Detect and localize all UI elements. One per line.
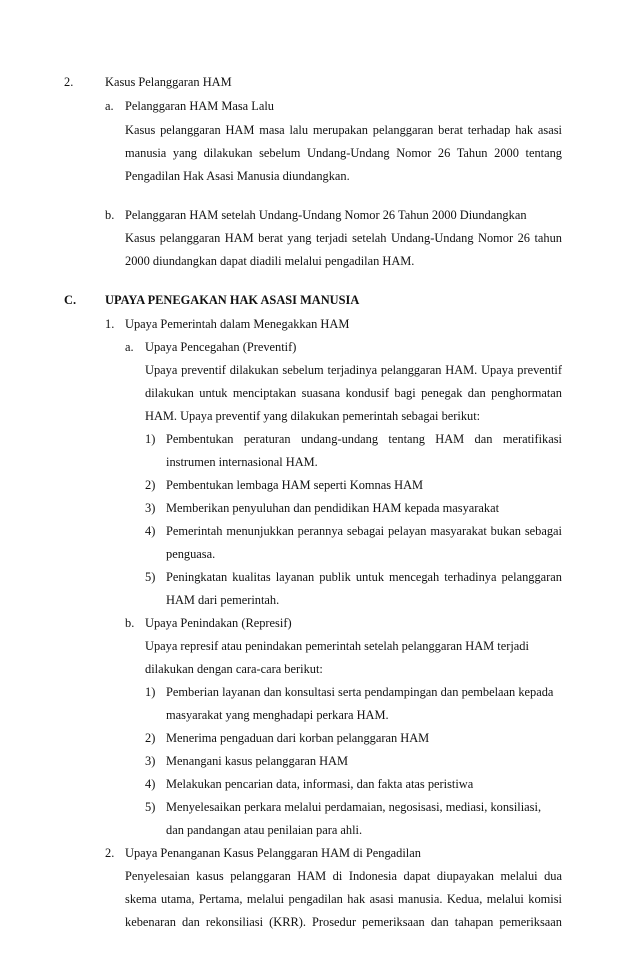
paragraph-line: Upaya represif atau penindakan pemerintah setelah pelanggaran HAM terjadi (145, 639, 529, 653)
paragraph-line: dilakukan untuk menciptakan suasana kondusif bagi penegak dan penghormatan (145, 386, 562, 400)
list-item-label: 3) (145, 754, 156, 768)
list-item-text: Pemerintah menunjukkan perannya sebagai pelayan masyarakat bukan sebagai (166, 524, 562, 538)
subsection-title: Upaya Pencegahan (Preventif) (145, 340, 297, 354)
paragraph-line: dilakukan dengan cara-cara berikut: (145, 662, 323, 676)
list-item-text: instrumen internasional HAM. (166, 455, 318, 469)
list-item-text: Pemberian layanan dan konsultasi serta pendampingan dan pembelaan kepada (166, 685, 554, 699)
list-item-label: 2) (145, 731, 156, 745)
paragraph-line: Pengadilan Hak Asasi Manusia diundangkan. (125, 169, 350, 183)
item-label: 2. (105, 846, 115, 860)
list-item-label: 4) (145, 777, 156, 791)
list-item-text: Pembentukan peraturan undang-undang tentang HAM dan meratifikasi (166, 432, 562, 446)
paragraph-line: kebenaran dan rekonsiliasi (KRR). Prosedur pemeriksaan dan tahapan pemeriksaan (125, 915, 562, 929)
list-item-text: Menerima pengaduan dari korban pelanggaran HAM (166, 731, 430, 745)
paragraph-line: 2000 diundangkan dapat diadili melalui pengadilan HAM. (125, 254, 415, 268)
list-item-label: 2) (145, 478, 156, 492)
list-item-text: Memberikan penyuluhan dan pendidikan HAM kepada masyarakat (166, 501, 500, 515)
paragraph-line: Upaya preventif dilakukan sebelum terjadinya pelanggaran HAM. Upaya preventif (145, 363, 562, 377)
list-item-text: dan pandangan atau penilaian para ahli. (166, 823, 363, 837)
paragraph-line: HAM. Upaya preventif yang dilakukan pemerintah sebagai berikut: (145, 409, 481, 423)
subsection-label: b. (125, 616, 135, 630)
paragraph-line: Kasus pelanggaran HAM berat yang terjadi setelah Undang-Undang Nomor 26 tahun (125, 231, 562, 245)
item-label: 1. (105, 317, 115, 331)
list-item-label: 5) (145, 570, 156, 584)
list-item-text: Menyelesaikan perkara melalui perdamaian, negosisasi, mediasi, konsiliasi, (166, 800, 542, 814)
subsection-title: Upaya Penindakan (Represif) (145, 616, 292, 630)
paragraph-line: skema utama, Pertama, melalui pengadilan hak asasi manusia. Kedua, melalui komisi (125, 892, 562, 906)
subsection-title: Pelanggaran HAM Masa Lalu (125, 99, 274, 113)
list-item-text: penguasa. (166, 547, 216, 561)
list-item-label: 4) (145, 524, 156, 538)
list-item-text: Menangani kasus pelanggaran HAM (166, 754, 349, 768)
paragraph-line: Kasus pelanggaran HAM masa lalu merupakan pelanggaran berat terhadap hak asasi (125, 123, 562, 137)
list-item-text: Melakukan pencarian data, informasi, dan fakta atas peristiwa (166, 777, 474, 791)
paragraph-line: Penyelesaian kasus pelanggaran HAM di Indonesia dapat diupayakan melalui dua (125, 869, 562, 883)
item-title: Upaya Pemerintah dalam Menegakkan HAM (125, 317, 350, 331)
list-item-text: Peningkatan kualitas layanan publik untuk mencegah terhadinya pelanggaran (166, 570, 562, 584)
list-item-label: 3) (145, 501, 156, 515)
list-item-label: 1) (145, 685, 156, 699)
list-item-text: masyarakat yang menghadapi perkara HAM. (166, 708, 389, 722)
item-title: Upaya Penanganan Kasus Pelanggaran HAM di Pengadilan (125, 846, 421, 860)
list-item-text: Pembentukan lembaga HAM seperti Komnas HAM (166, 478, 424, 492)
subsection-label: b. (105, 208, 115, 222)
paragraph-line: manusia yang dilakukan sebelum Undang-Undang Nomor 26 Tahun 2000 tentang (125, 146, 562, 160)
list-item-label: 5) (145, 800, 156, 814)
subsection-title: Pelanggaran HAM setelah Undang-Undang Nomor 26 Tahun 2000 Diundangkan (125, 208, 527, 222)
section-title: Kasus Pelanggaran HAM (105, 75, 232, 89)
section-number: 2. (64, 75, 74, 89)
list-item-text: HAM dari pemerintah. (166, 593, 280, 607)
subsection-label: a. (105, 99, 114, 113)
subsection-label: a. (125, 340, 134, 354)
list-item-label: 1) (145, 432, 156, 446)
section-title: UPAYA PENEGAKAN HAK ASASI MANUSIA (105, 293, 360, 307)
section-number: C. (64, 293, 77, 307)
